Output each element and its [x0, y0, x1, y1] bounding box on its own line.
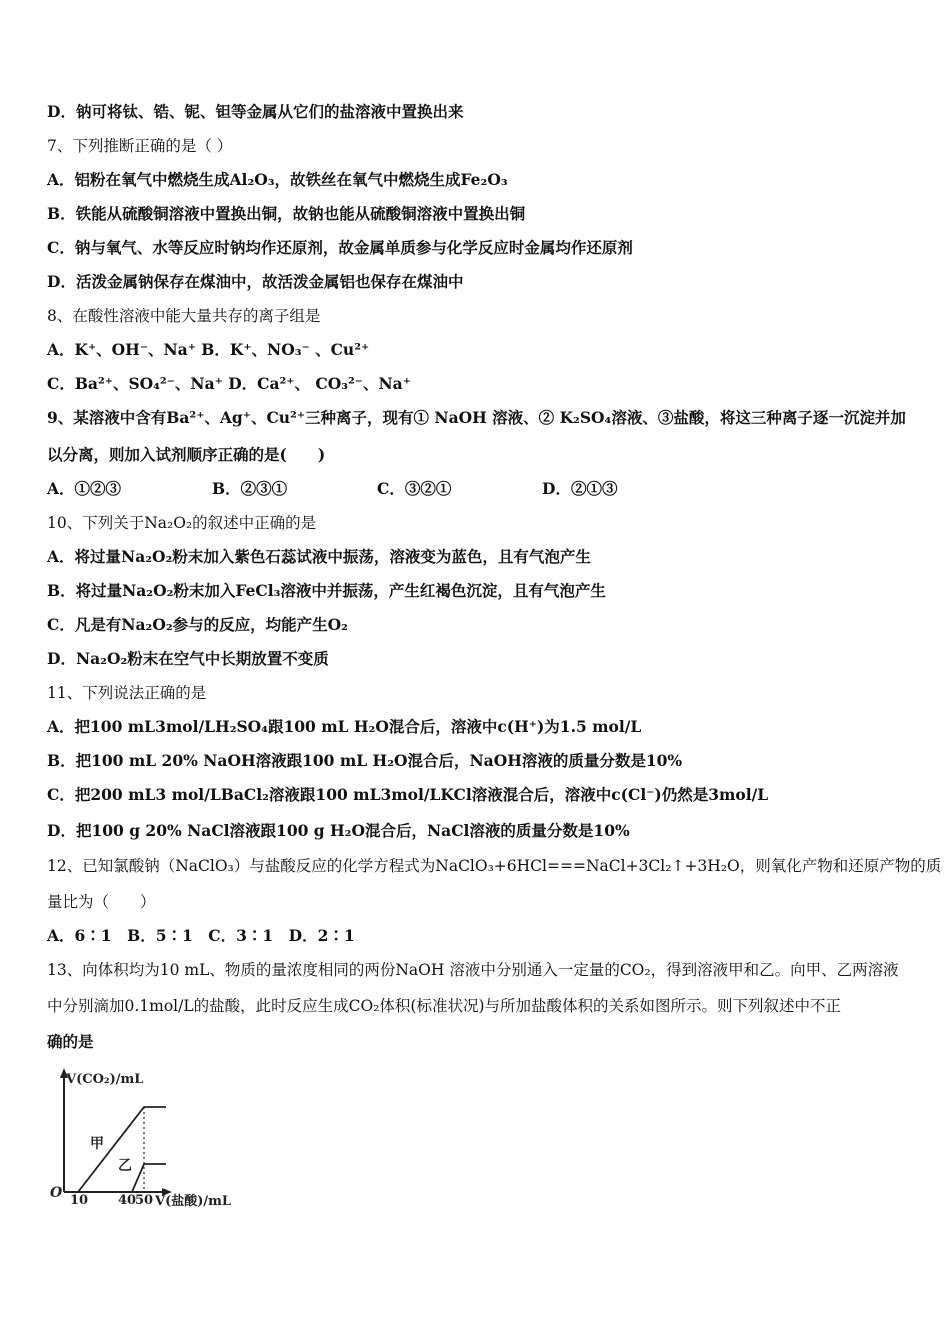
x-tick-50: 50: [135, 1193, 154, 1208]
q11-option-a: A．把100 mL3mol/LH₂SO₄跟100 mL H₂O混合后，溶液中c(H⁺)为1.5 mol/L: [47, 717, 642, 736]
q8-options-ab: A．K⁺、OH⁻、Na⁺ B．K⁺、NO₃⁻ 、Cu²⁺: [47, 340, 370, 359]
q8-stem: 8、在酸性溶液中能大量共存的离子组是: [47, 307, 321, 325]
q7-option-c: C．钠与氧气、水等反应时钠均作还原剂，故金属单质参与化学反应时金属均作还原剂: [47, 238, 633, 257]
x-axis-label: V(盐酸)/mL: [155, 1194, 232, 1209]
q9-stem-cont: 以分离，则加入试剂顺序正确的是( ): [47, 445, 326, 464]
q12-options: A．6∶1 B．5∶1 C．3∶1 D．2∶1: [47, 926, 355, 945]
q11-stem: 11、下列说法正确的是: [47, 684, 207, 702]
q9-option-b: B．②③①: [212, 479, 288, 498]
q12-stem-cont: 量比为（ ）: [47, 893, 156, 911]
q10-option-d: D．Na₂O₂粉末在空气中长期放置不变质: [47, 649, 329, 668]
y-axis-label: V(CO₂)/mL: [66, 1072, 144, 1087]
q9-stem: 9、某溶液中含有Ba²⁺、Ag⁺、Cu²⁺三种离子，现有① NaOH 溶液、② K₂SO₄溶液、③盐酸，将这三种离子逐一沉淀并加: [47, 408, 906, 427]
series-yi-label: 乙: [118, 1158, 132, 1174]
co2-volume-graph: [48, 1066, 258, 1216]
q7-stem: 7、下列推断正确的是（ ）: [47, 137, 233, 155]
q10-stem: 10、下列关于Na₂O₂的叙述中正确的是: [47, 514, 317, 532]
origin-label: O: [50, 1185, 63, 1201]
q13-stem: 13、向体积均为10 mL、物质的量浓度相同的两份NaOH 溶液中分别通入一定量的CO₂，得到溶液甲和乙。向甲、乙两溶液: [47, 961, 899, 979]
q13-stem-end: 确的是: [47, 1032, 94, 1051]
q10-option-a: A．将过量Na₂O₂粉末加入紫色石蕊试液中振荡，溶液变为蓝色，且有气泡产生: [47, 547, 591, 566]
q13-stem-cont: 中分别滴加0.1mol/L的盐酸，此时反应生成CO₂体积(标准状况)与所加盐酸体积的关系如图所示。则下列叙述中不正: [47, 997, 842, 1015]
q10-option-b: B．将过量Na₂O₂粉末加入FeCl₃溶液中并振荡，产生红褐色沉淀，且有气泡产生: [47, 581, 606, 600]
q7-option-d: D．活泼金属钠保存在煤油中，故活泼金属铝也保存在煤油中: [47, 272, 464, 291]
q9-option-d: D．②①③: [542, 479, 618, 498]
q7-option-b: B．铁能从硫酸铜溶液中置换出铜，故钠也能从硫酸铜溶液中置换出铜: [47, 204, 526, 223]
q12-stem: 12、已知氯酸钠（NaClO₃）与盐酸反应的化学方程式为NaClO₃+6HCl===NaCl+3Cl₂↑+3H₂O，则氧化产物和还原产物的质: [47, 857, 942, 875]
q7-option-a: A．铝粉在氧气中燃烧生成Al₂O₃，故铁丝在氧气中燃烧生成Fe₂O₃: [47, 170, 508, 189]
x-tick-10: 10: [70, 1193, 89, 1208]
x-tick-40: 40: [118, 1193, 137, 1208]
q11-option-b: B．把100 mL 20% NaOH溶液跟100 mL H₂O混合后，NaOH溶液的质量分数是10%: [47, 751, 683, 770]
q8-options-cd: C．Ba²⁺、SO₄²⁻、Na⁺ D．Ca²⁺、 CO₃²⁻、Na⁺: [47, 374, 411, 393]
q9-option-c: C．③②①: [377, 479, 452, 498]
series-yi-line: [64, 1164, 166, 1192]
series-jia-label: 甲: [90, 1136, 104, 1152]
q10-option-c: C．凡是有Na₂O₂参与的反应，均能产生O₂: [47, 615, 348, 634]
q11-option-d: D．把100 g 20% NaCl溶液跟100 g H₂O混合后，NaCl溶液的质量分数是10%: [47, 821, 630, 840]
q11-option-c: C．把200 mL3 mol/LBaCl₂溶液跟100 mL3mol/LKCl溶液混合后，溶液中c(Cl⁻)仍然是3mol/L: [47, 785, 769, 804]
q9-option-a: A．①②③: [47, 479, 122, 498]
q6-option-d: D．钠可将钛、锆、铌、钽等金属从它们的盐溶液中置换出来: [47, 102, 464, 121]
